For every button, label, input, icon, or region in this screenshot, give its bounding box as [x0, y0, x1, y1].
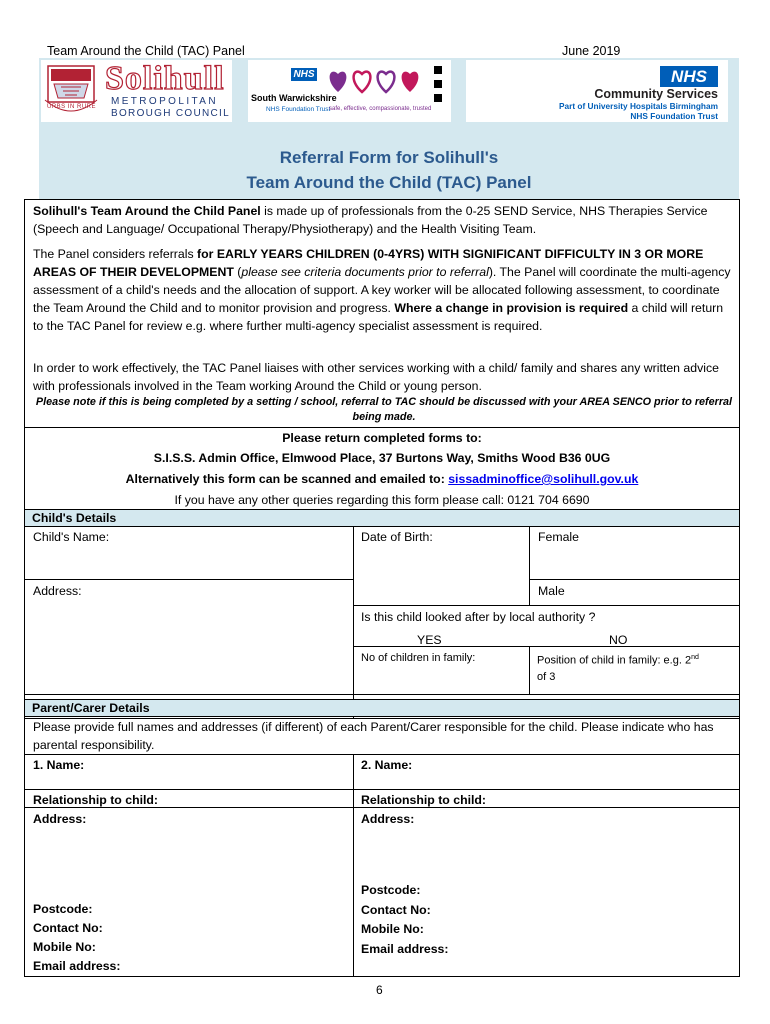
return-email-label: Alternatively this form can be scanned and emailed to: [125, 472, 449, 486]
divider [353, 605, 740, 606]
form-title-line2: Team Around the Child (TAC) Panel [246, 173, 532, 192]
divider [24, 754, 740, 755]
return-heading: Please return completed forms to: [282, 431, 482, 445]
parent1-contact-label[interactable]: Contact No: [33, 921, 103, 935]
intro-paragraph-2 [33, 245, 735, 335]
looked-after-no[interactable]: NO [609, 633, 628, 647]
intro-p2-d: a child will return to the TAC Panel for review e.g. where further multi-agency specialist assessment is required. [33, 301, 724, 333]
cs-line1: Community Services [594, 87, 718, 101]
header-date: June 2019 [562, 44, 621, 58]
looked-after-yes[interactable]: YES [417, 633, 442, 647]
sw-trust-name: South Warwickshire [251, 93, 337, 103]
parent1-email-label[interactable]: Email address: [33, 959, 121, 973]
senco-note: Please note if this is being completed by a setting / school, referral to TAC should be discussed with your AREA SENCO prior to referral being made. [35, 396, 733, 423]
intro-paragraph-1 [33, 202, 735, 238]
divider [24, 526, 740, 527]
divider [529, 646, 530, 694]
position-text: Position of child in family: e.g. 2 [537, 654, 692, 667]
child-details-heading: Child's Details [25, 510, 739, 527]
position-sup: nd [691, 654, 699, 661]
parent1-postcode-label[interactable]: Postcode: [33, 902, 93, 916]
social-media-icons [432, 64, 444, 106]
intro-p2-bold: for EARLY YEARS CHILDREN (0-4YRS) WITH SIGNIFICANT DIFFICULTY IN 3 OR MORE AREAS OF THEIR DEVELOPMENT [33, 247, 704, 279]
parent2-postcode-label[interactable]: Postcode: [361, 883, 421, 897]
parent1-address-label[interactable]: Address: [33, 812, 87, 826]
cs-line2: Part of University Hospitals Birmingham [558, 101, 718, 111]
divider [353, 646, 740, 647]
solihull-wordmark: Solihull [105, 60, 225, 97]
header-doc-title: Team Around the Child (TAC) Panel [47, 44, 245, 58]
parent2-relationship-label[interactable]: Relationship to child: [361, 793, 487, 807]
solihull-line2: BOROUGH COUNCIL [111, 108, 230, 119]
position-end: of 3 [537, 670, 556, 683]
parent-instructions: Please provide full names and addresses (if different) of each Parent/Carer responsible for the child. Please indicate who has parental responsibility. [33, 720, 714, 752]
form-title-line1: Referral Form for Solihull's [279, 148, 499, 167]
email-link[interactable]: sissadminoffice@solihull.gov.uk [448, 472, 639, 486]
divider [24, 789, 740, 790]
divider [529, 579, 740, 580]
dob-label[interactable]: Date of Birth: [361, 530, 433, 544]
return-email-line [24, 470, 740, 488]
sw-tagline: safe, effective, compassionate, trusted [329, 106, 432, 112]
parent2-mobile-label[interactable]: Mobile No: [361, 922, 424, 936]
return-address: S.I.S.S. Admin Office, Elmwood Place, 37 Burtons Way, Smiths Wood B36 0UG [153, 451, 611, 465]
child-name-label[interactable]: Child's Name: [33, 530, 110, 544]
divider [24, 579, 354, 580]
nhs-cs-badge: NHS [660, 66, 718, 87]
male-option[interactable]: Male [538, 584, 565, 598]
parent1-name-label[interactable]: 1. Name: [33, 758, 85, 772]
looked-after-question: Is this child looked after by local authority ? [361, 610, 596, 624]
parent2-name-label[interactable]: 2. Name: [361, 758, 413, 772]
parent2-contact-label[interactable]: Contact No: [361, 903, 431, 917]
intro-p1-rest: is made up of professionals from the 0-25 SEND Service, NHS Therapies Service (Speech and Language/ Occupational Therapy/Physiotherapy) and the Health Visiting Team. [33, 204, 708, 236]
intro-paragraph-3: In order to work effectively, the TAC Panel liaises with other services working with a child/ family and shares any written advice with professionals involved in the Team working Around the Child or young person. [33, 361, 719, 393]
parent1-relationship-label[interactable]: Relationship to child: [33, 793, 159, 807]
south-warwickshire-logo [248, 60, 451, 122]
sw-trust-sub: NHS Foundation Trust [266, 106, 331, 113]
num-children-label[interactable]: No of children in family: [361, 652, 476, 664]
intro-p2-bold2: Where a change in provision is required [394, 301, 629, 315]
female-option[interactable]: Female [538, 530, 580, 544]
divider [529, 526, 530, 606]
cs-line3: NHS Foundation Trust [630, 111, 718, 121]
parent2-address-label[interactable]: Address: [361, 812, 415, 826]
parent2-email-label[interactable]: Email address: [361, 942, 449, 956]
solihull-line1: METROPOLITAN [111, 96, 218, 107]
divider [24, 694, 740, 695]
values-hearts-icon [328, 64, 428, 106]
intro-p2-c: ). The Panel will coordinate the multi-agency assessment of a child's needs and the allocation of support. A key worker will be allocated following assessment, to coordinate the Team Around the Child and to monitor provision and progress. [33, 265, 731, 315]
intro-p2-b: ( [233, 265, 242, 279]
intro-p2-italic: please see criteria documents prior to referral [241, 265, 489, 279]
parent1-mobile-label[interactable]: Mobile No: [33, 940, 96, 954]
solihull-motto: URBS IN RURE [47, 104, 97, 110]
nhs-badge: NHS [291, 68, 317, 81]
intro-p1-bold: Solihull's Team Around the Child Panel [33, 204, 261, 218]
return-phone: If you have any other queries regarding this form please call: 0121 704 6690 [174, 493, 590, 507]
parent-details-heading: Parent/Carer Details [25, 700, 739, 717]
community-services-logo [466, 60, 728, 122]
solihull-logo [41, 60, 232, 122]
intro-p2-a: The Panel considers referrals [33, 247, 198, 261]
divider [24, 716, 740, 717]
divider [353, 754, 354, 977]
address-label[interactable]: Address: [33, 584, 82, 598]
page-number: 6 [376, 983, 383, 997]
divider [353, 526, 354, 719]
position-label[interactable] [537, 650, 737, 685]
